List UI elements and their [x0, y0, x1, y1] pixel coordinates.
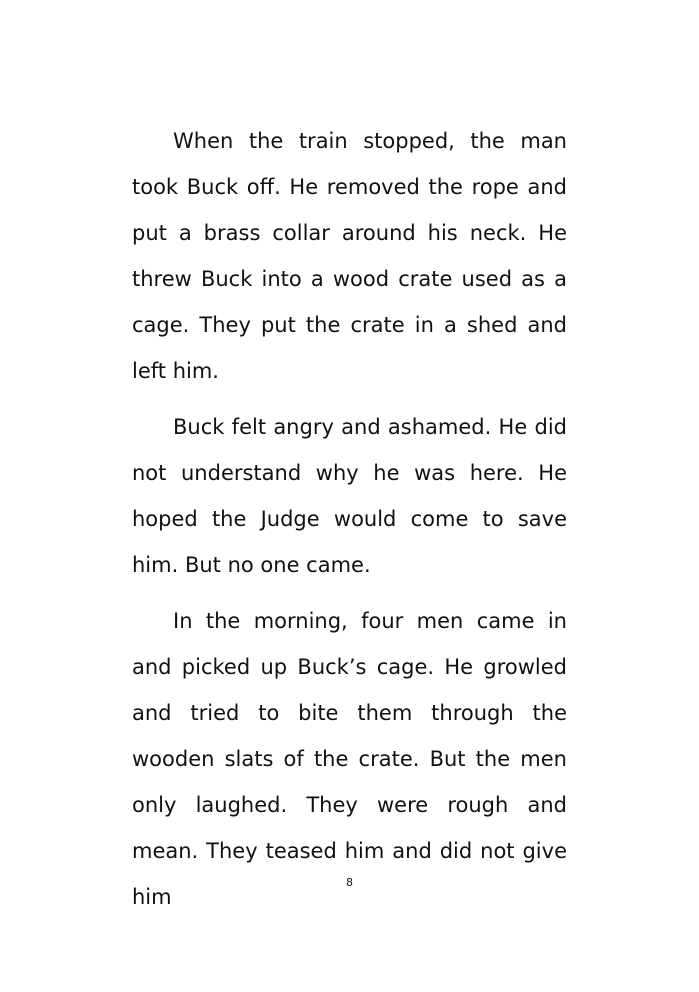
body-text	[132, 118, 567, 930]
paragraph-1: When the train stopped, the man took Buck off. He removed the rope and put a brass collar around his neck. He threw Buck into a wood crate used as a cage. They put the crate in a shed and left him.	[132, 129, 567, 383]
paragraph-2: Buck felt angry and ashamed. He did not understand why he was here. He hoped the Judge would come to save him. But no one came.	[132, 415, 567, 577]
paragraph-3: In the morning, four men came in and picked up Buck’s cage. He growled and tried to bite them through the wooden slats of the crate. But the men only laughed. They were rough and mean. They teased him and did not give him	[132, 609, 567, 909]
page-number: 8	[346, 876, 353, 889]
